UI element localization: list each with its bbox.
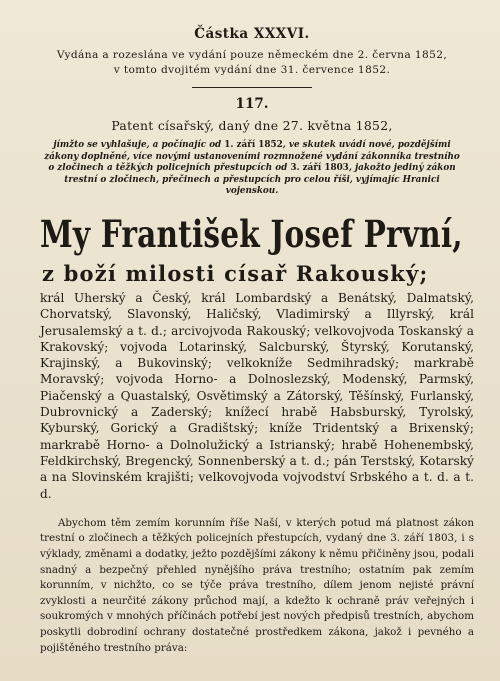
by-grace-heading: z boží milosti císař Rakouský; [42,260,429,286]
ruler-name-heading: My František Josef První, [40,211,463,256]
summary-part-2: , ve skutek uvádí nové, pozdějšími zákony doplněné, více novými ustanoveními rozmnožené vydání zákonníka trestního o zločinech a těžkých policejních přestupcích od [44,140,460,174]
part-number: Částka XXXVI. [194,26,310,42]
summary-part-1: jímžto se vyhlašuje, a počínajíc od [53,140,225,150]
summary-part-3: , jakožto jediný zákon trestní o zločinech, přečinech a přestupcích pro celou říši, vyjímajíc Hranici vojenskou. [64,163,456,197]
summary-date-1: 1. září 1852 [224,140,283,150]
entry-number: 117. [235,96,269,112]
issue-date-line-2: v tomto dvojitém vydání dne 31. července 1852. [113,64,391,76]
issue-date-line-1: Vydána a rozeslána ve vydání pouze německém dne 2. června 1852, [56,49,448,61]
ruler-titles: král Uherský a Český, král Lombardský a Benátský, Dalmatský, Chorvatský, Slavonský, Haličský, Vladimirský a Illyrský, král Jerusalemský a t. d.; arcivojvoda Rakouský; velkovojvoda Toskanský a Krakovský; vojvoda Lotarinský, Salcburský, Štyrský, Korutanský, Krajinský, a Bukovinský; velkokníže Sedmihradský; markrabě Moravský; vojvoda Horno- a Dolnoslezský, Modenský, Parmský, Piačenský a Quastalský, Osvětimský a Zátorský, Těšínský, Furlanský, Dubrovnický a Zaderský; knížecí hrabě Habsburský, Tyrolský, Kyburský, Gorický a Gradištský; kníže Tridentský a Brixenský; markrabě Horno- a Dolnolužický a Istrianský; hrabě Hohenembský, Feldkirchský, Bregencký, Sonnenberský a t. d.; pán Terstský, Kotarský a na Slovinském krajišti; velkovojvoda vojvodství Srbského a t. d. a t. d. [40,290,474,501]
summary-date-2: 3. září 1803 [290,163,349,174]
patent-title: Patent císařský, daný dne 27. května 1852, [111,118,393,133]
body-paragraph: Abychom těm zemím korunním říše Naší, v kterých potud má platnost zákon trestní o zločinech a těžkých policejních přestupcích, vydaný dne 3. září 1803, i s výklady, změnami a dodatky, ježto pozdějšími zákony k němu přičiněny jsou, podali snadný a bezpečný přehled nynějšího práva trestního; ostatním pak zemím korunním, v nichžto, co se týče práva trestního, dílem jenom nejisté právní zvyklosti a neurčité zákony průchod mají, a kdežto k ochraně práv veřejných i soukromých v mnohých příčinách potřebí jest nových předpisů trestních, abychom poskytli dobrodiní ochrany dostatečné prostředkem zákona, jakož i pevného a pojištěného trestního práva: [40,516,474,654]
patent-summary [42,140,462,198]
divider-rule [192,87,312,88]
